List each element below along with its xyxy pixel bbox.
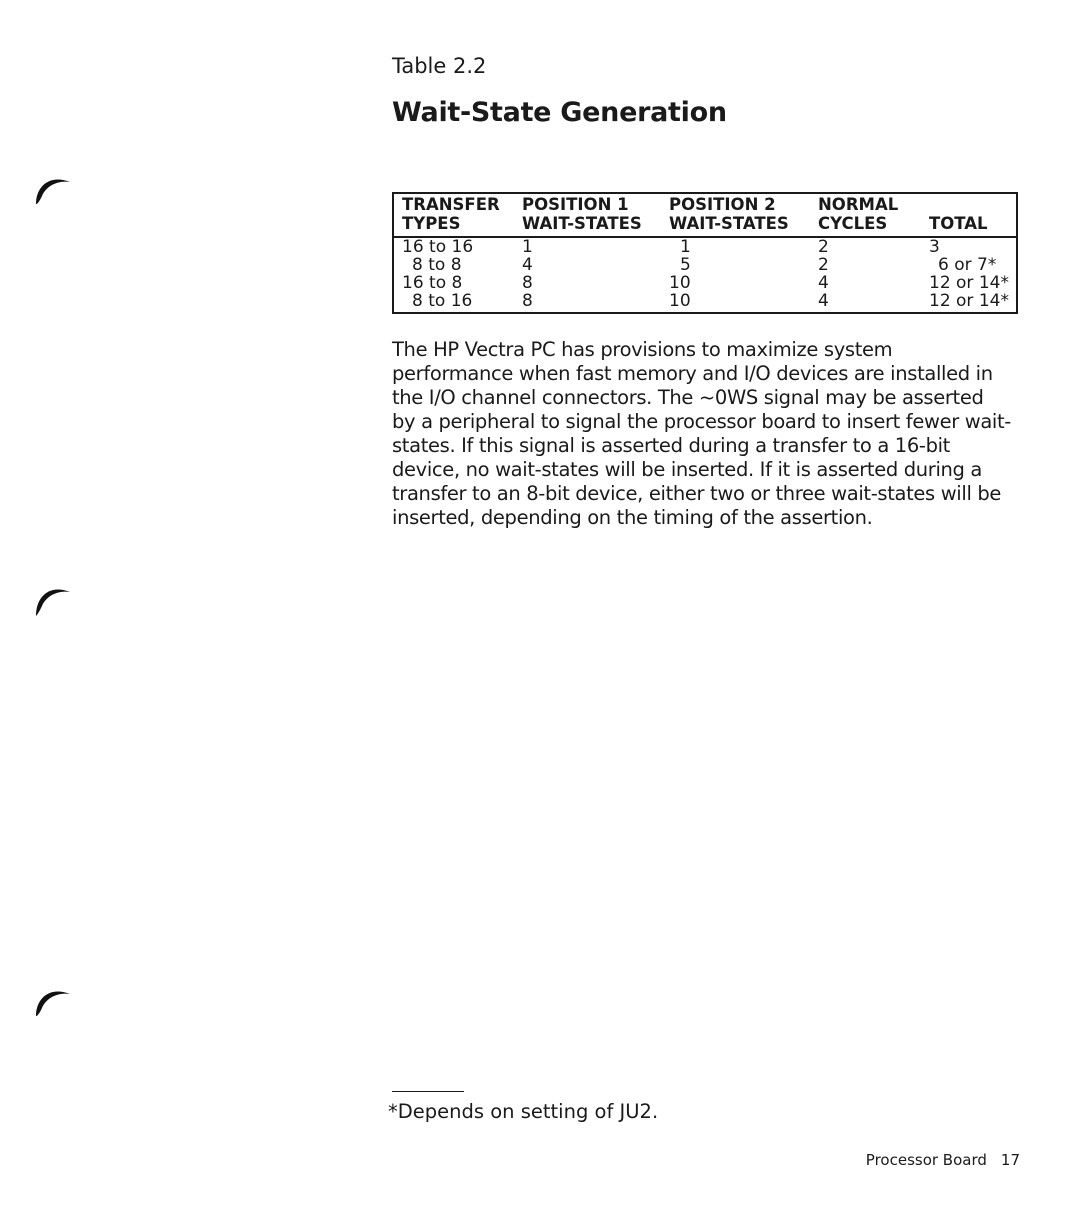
cell-transfer-type: 8 to 16 <box>412 291 473 311</box>
binder-hole-mark-bottom <box>32 980 72 1020</box>
table-label: Table 2.2 <box>392 54 487 78</box>
cell-normal-cycles: 2 <box>818 237 829 257</box>
header-normal-cycles: NORMAL CYCLES <box>818 195 899 233</box>
cell-total: 12 or 14* <box>929 291 1009 311</box>
cell-position-1: 4 <box>522 255 533 275</box>
table-body <box>394 238 1016 310</box>
page-title: Wait-State Generation <box>392 97 727 128</box>
cell-position-2: 10 <box>669 291 691 311</box>
body-paragraph: The HP Vectra PC has provisions to maximize system performance when fast memory and I/O devices are installed in the I/O channel connectors. The ~0WS signal may be asserted by a peripheral to signal the processor board to insert fewer wait-states. If this signal is asserted during a transfer to a 16-bit device, no wait-states will be inserted. If it is asserted during a transfer to an 8-bit device, either two or three wait-states will be inserted, depending on the timing of the assertion. <box>392 338 1011 529</box>
cell-total: 3 <box>929 237 940 257</box>
header-position-2-wait-states: POSITION 2 WAIT-STATES <box>669 195 789 233</box>
page-footer <box>866 1151 1020 1169</box>
cell-normal-cycles: 4 <box>818 273 829 293</box>
cell-total: 12 or 14* <box>929 273 1009 293</box>
page-number: 17 <box>1000 1151 1020 1169</box>
cell-normal-cycles: 4 <box>818 291 829 311</box>
cell-position-2: 5 <box>680 255 691 275</box>
cell-position-1: 1 <box>522 237 533 257</box>
cell-position-2: 1 <box>680 237 691 257</box>
cell-transfer-type: 16 to 8 <box>402 273 463 293</box>
binder-hole-mark-middle <box>32 578 72 618</box>
footnote: *Depends on setting of JU2. <box>388 1100 659 1123</box>
table-row <box>394 256 1016 274</box>
footer-section-title: Processor Board <box>865 1151 987 1169</box>
table-row <box>394 274 1016 292</box>
cell-normal-cycles: 2 <box>818 255 829 275</box>
header-transfer-types: TRANSFER TYPES <box>402 195 500 233</box>
table-row <box>394 292 1016 310</box>
cell-position-1: 8 <box>522 273 533 293</box>
cell-transfer-type: 16 to 16 <box>402 237 474 257</box>
table-header <box>394 194 1016 238</box>
footnote-divider <box>392 1091 464 1092</box>
table-row <box>394 238 1016 256</box>
cell-transfer-type: 8 to 8 <box>412 255 462 275</box>
header-position-1-wait-states: POSITION 1 WAIT-STATES <box>522 195 642 233</box>
wait-state-table <box>392 192 1018 314</box>
cell-total: 6 or 7* <box>938 255 997 275</box>
header-total: TOTAL <box>929 214 988 233</box>
binder-hole-mark-top <box>32 168 72 208</box>
cell-position-1: 8 <box>522 291 533 311</box>
cell-position-2: 10 <box>669 273 691 293</box>
